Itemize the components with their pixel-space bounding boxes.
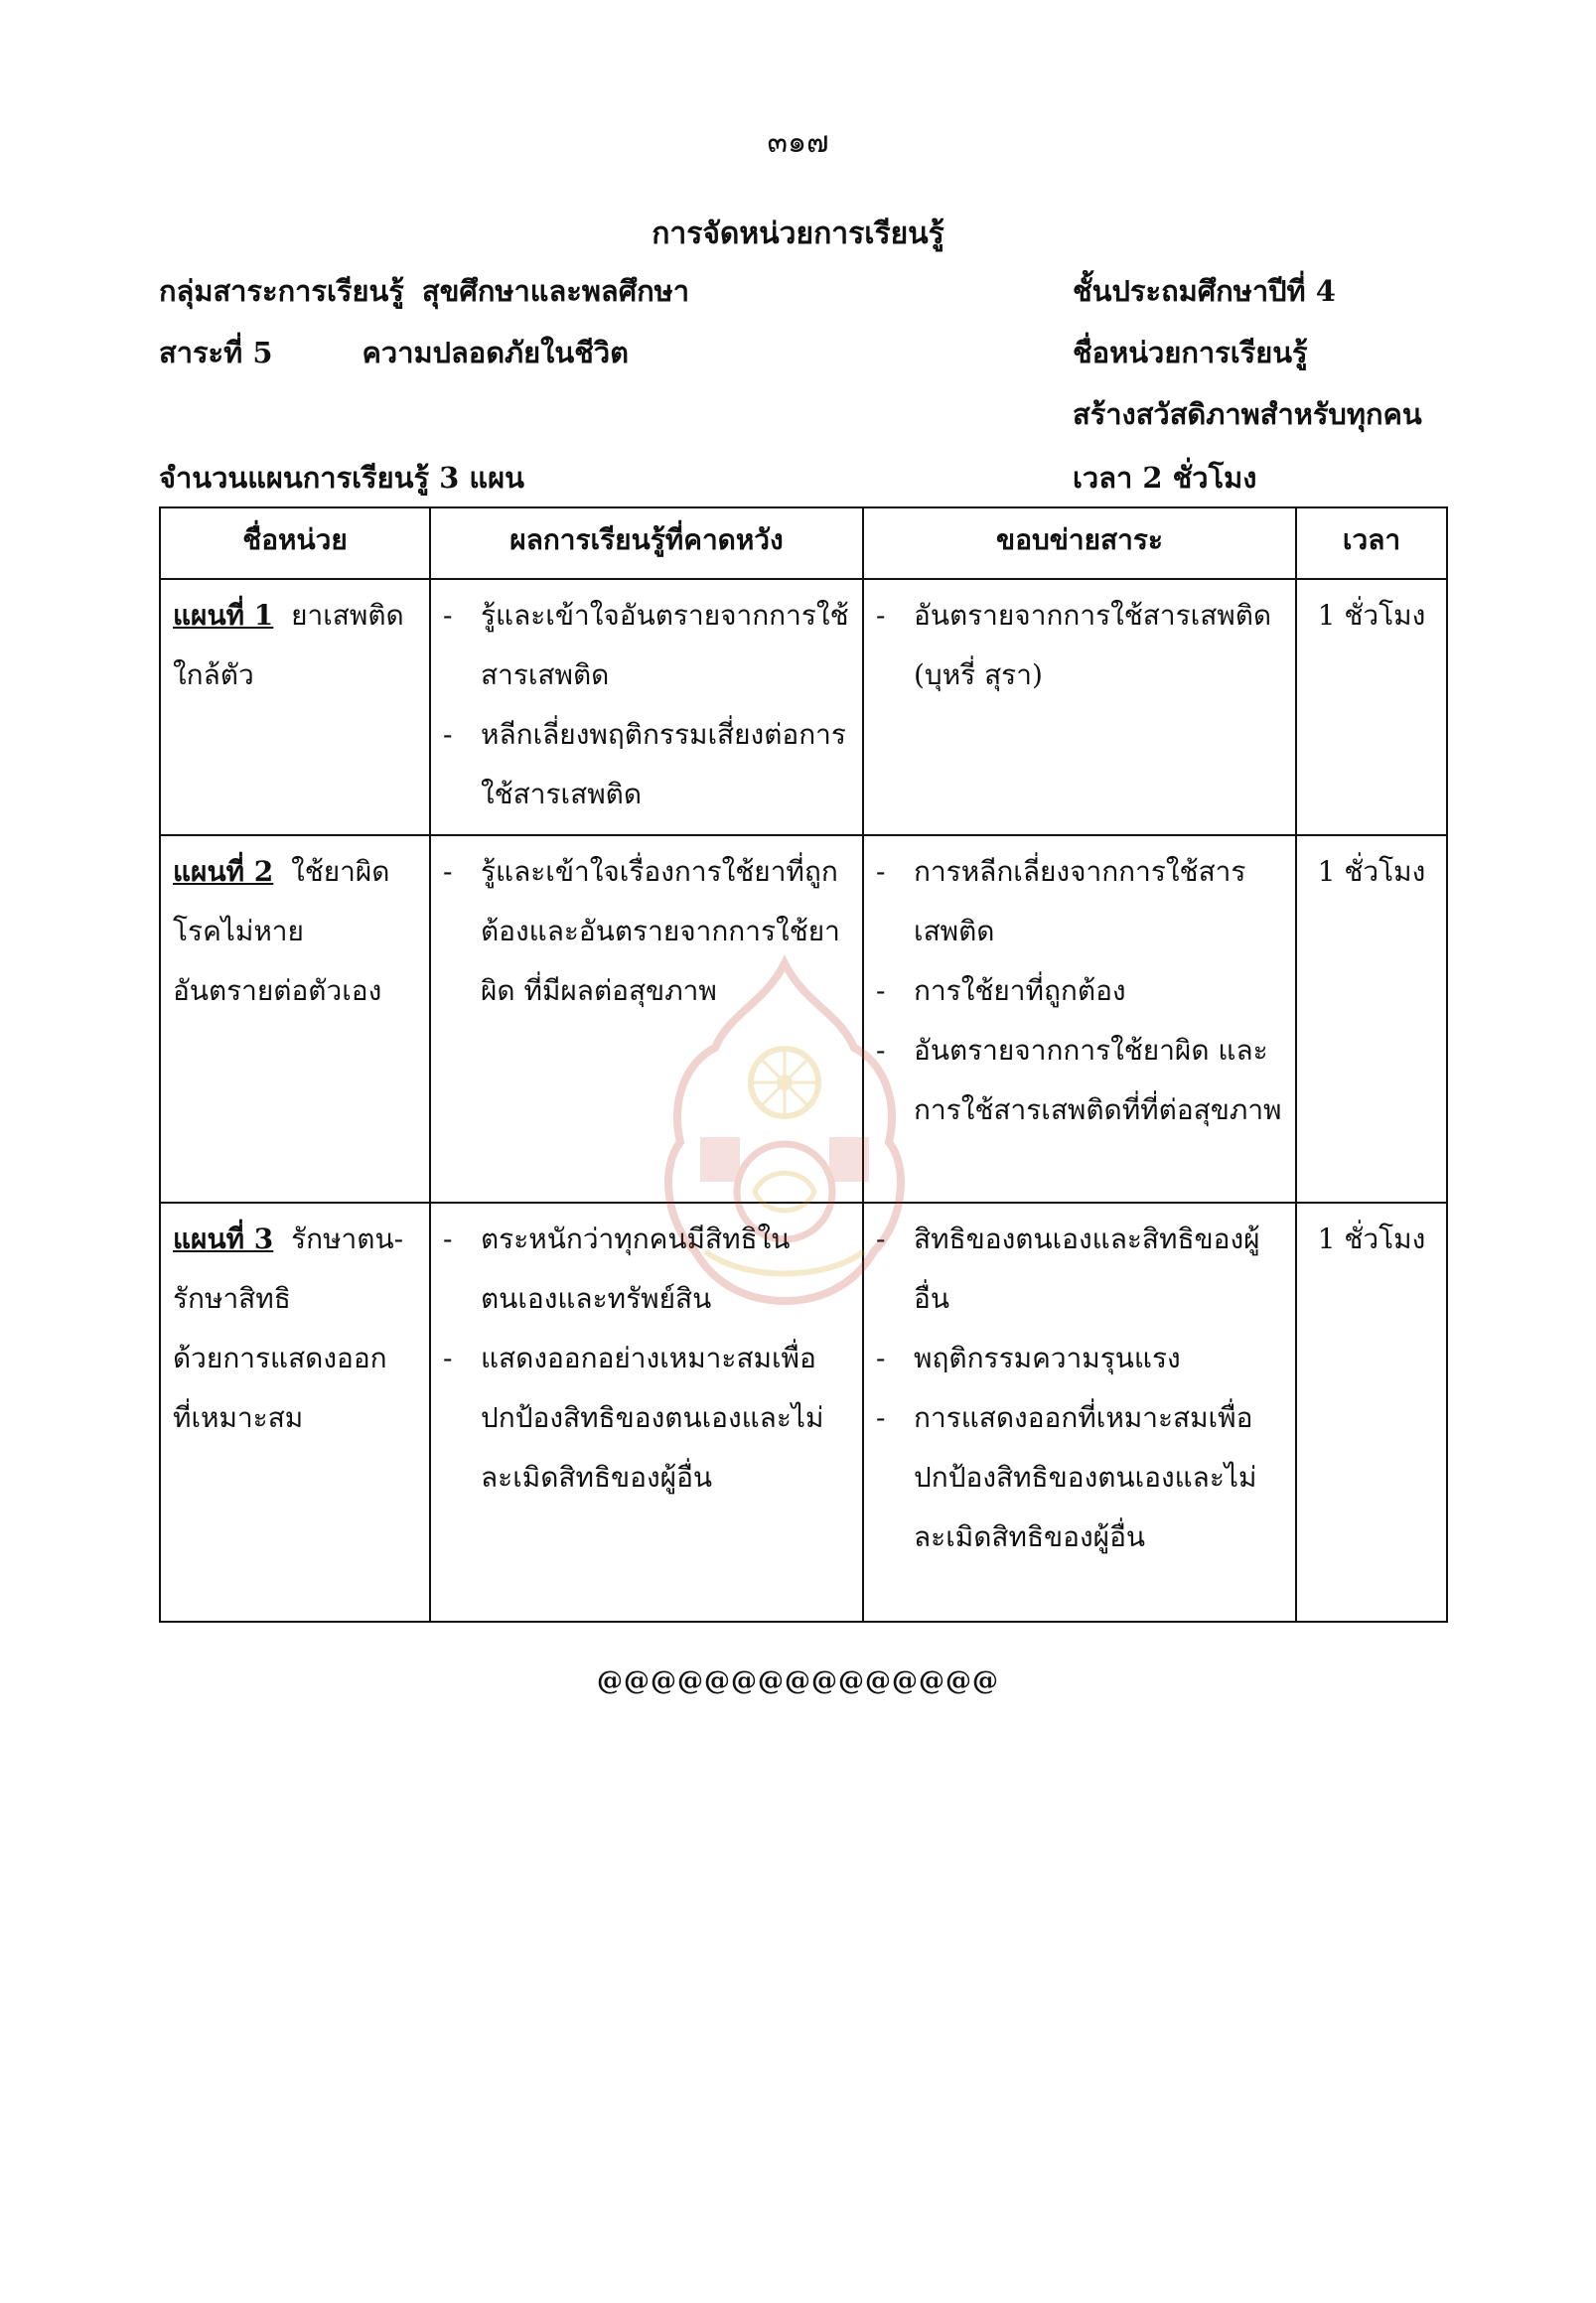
list-item: - อันตรายจากการใช้สารเสพติด (บุหรี่ สุรา) (876, 599, 1272, 691)
column-header-content: ขอบข่ายสาระ (863, 507, 1296, 579)
footer-divider-mark: @@@@@@@@@@@@@@@ (597, 1666, 999, 1696)
plan-name-line: โรคไม่หาย (173, 915, 304, 947)
unit-name-label: ชื่อหน่วยการเรียนรู้ (1073, 336, 1308, 369)
plan-label: แผนที่ 3 (173, 1223, 274, 1255)
column-header-unit: ชื่อหน่วย (160, 507, 430, 579)
list-item: - การแสดงออกที่เหมาะสมเพื่อปกป้องสิทธิของตนเองและไม่ละเมิดสิทธิของผู้อื่น (876, 1401, 1257, 1553)
plan-name-line: ใช้ยาผิด (291, 855, 390, 888)
list-item: - สิทธิของตนเองและสิทธิของผู้อื่น (876, 1223, 1260, 1315)
plan-label: แผนที่ 1 (173, 599, 274, 632)
column-header-time: เวลา (1296, 507, 1447, 579)
list-item: - หลีกเลี่ยงพฤติกรรมเสี่ยงต่อการใช้สารเสพติด (443, 718, 846, 810)
plan-name-line: ใกล้ตัว (173, 658, 254, 691)
unit-name-cell (160, 579, 430, 835)
column-header-outcomes: ผลการเรียนรู้ที่คาดหวัง (430, 507, 863, 579)
plan-count: จำนวนแผนการเรียนรู้ 3 แผน (159, 461, 524, 495)
subject-group-label: กลุ่มสาระการเรียนรู้ (159, 274, 404, 308)
learning-units-table (159, 506, 1448, 1623)
list-item: - ตระหนักว่าทุกคนมีสิทธิในตนเองและทรัพย์สิน (443, 1223, 791, 1315)
duration: เวลา 2 ชั่วโมง (1073, 461, 1257, 495)
list-item: - การหลีกเลี่ยงจากการใช้สารเสพติด (876, 855, 1246, 947)
outcomes-cell (430, 579, 863, 835)
page-number: ๓๑๗ (767, 125, 829, 160)
list-item: - การใช้ยาที่ถูกต้อง (876, 974, 1126, 1007)
strand (159, 330, 629, 375)
plan-name-line: ด้วยการแสดงออก (173, 1342, 387, 1374)
list-item: - พฤติกรรมความรุนแรง (876, 1342, 1181, 1374)
unit-name-value: สร้างสวัสดิภาพสำหรับทุกคน (1073, 397, 1422, 431)
table-header-row (160, 507, 1447, 579)
plan-name-line: ที่เหมาะสม (173, 1401, 304, 1434)
time-cell: 1 ชั่วโมง (1296, 835, 1447, 1203)
plan-name-line: รักษาสิทธิ (173, 1282, 291, 1315)
plan-name-line: ยาเสพติด (291, 599, 404, 632)
plan-name-line: รักษาตน- (291, 1223, 404, 1255)
table-row (160, 1203, 1447, 1622)
strand-value: ความปลอดภัยในชีวิต (362, 336, 629, 369)
unit-name-cell (160, 835, 430, 1203)
list-item: - รู้และเข้าใจอันตรายจากการใช้สารเสพติด (443, 599, 849, 691)
subject-group (159, 268, 689, 314)
content-cell (863, 579, 1296, 835)
table-row (160, 579, 1447, 835)
unit-name-cell (160, 1203, 430, 1622)
list-item: - แสดงออกอย่างเหมาะสมเพื่อปกป้องสิทธิของตนเองและไม่ละเมิดสิทธิของผู้อื่น (443, 1342, 824, 1494)
plan-label: แผนที่ 2 (173, 855, 274, 888)
strand-label: สาระที่ 5 (159, 336, 273, 369)
subject-group-value: สุขศึกษาและพลศึกษา (421, 274, 690, 308)
list-item: - อันตรายจากการใช้ยาผิด และการใช้สารเสพติดที่ที่ต่อสุขภาพ (876, 1034, 1282, 1126)
table-row (160, 835, 1447, 1203)
document-title: การจัดหน่วยการเรียนรู้ (652, 216, 944, 251)
time-cell: 1 ชั่วโมง (1296, 1203, 1447, 1622)
list-item: - รู้และเข้าใจเรื่องการใช้ยาที่ถูกต้องและอันตรายจากการใช้ยาผิด ที่มีผลต่อสุขภาพ (443, 855, 840, 1007)
time-cell: 1 ชั่วโมง (1296, 579, 1447, 835)
content-cell (863, 1203, 1296, 1622)
grade-level: ชั้นประถมศึกษาปีที่ 4 (1073, 274, 1336, 308)
outcomes-cell (430, 835, 863, 1203)
plan-name-line: อันตรายต่อตัวเอง (173, 974, 382, 1007)
outcomes-cell (430, 1203, 863, 1622)
content-cell (863, 835, 1296, 1203)
